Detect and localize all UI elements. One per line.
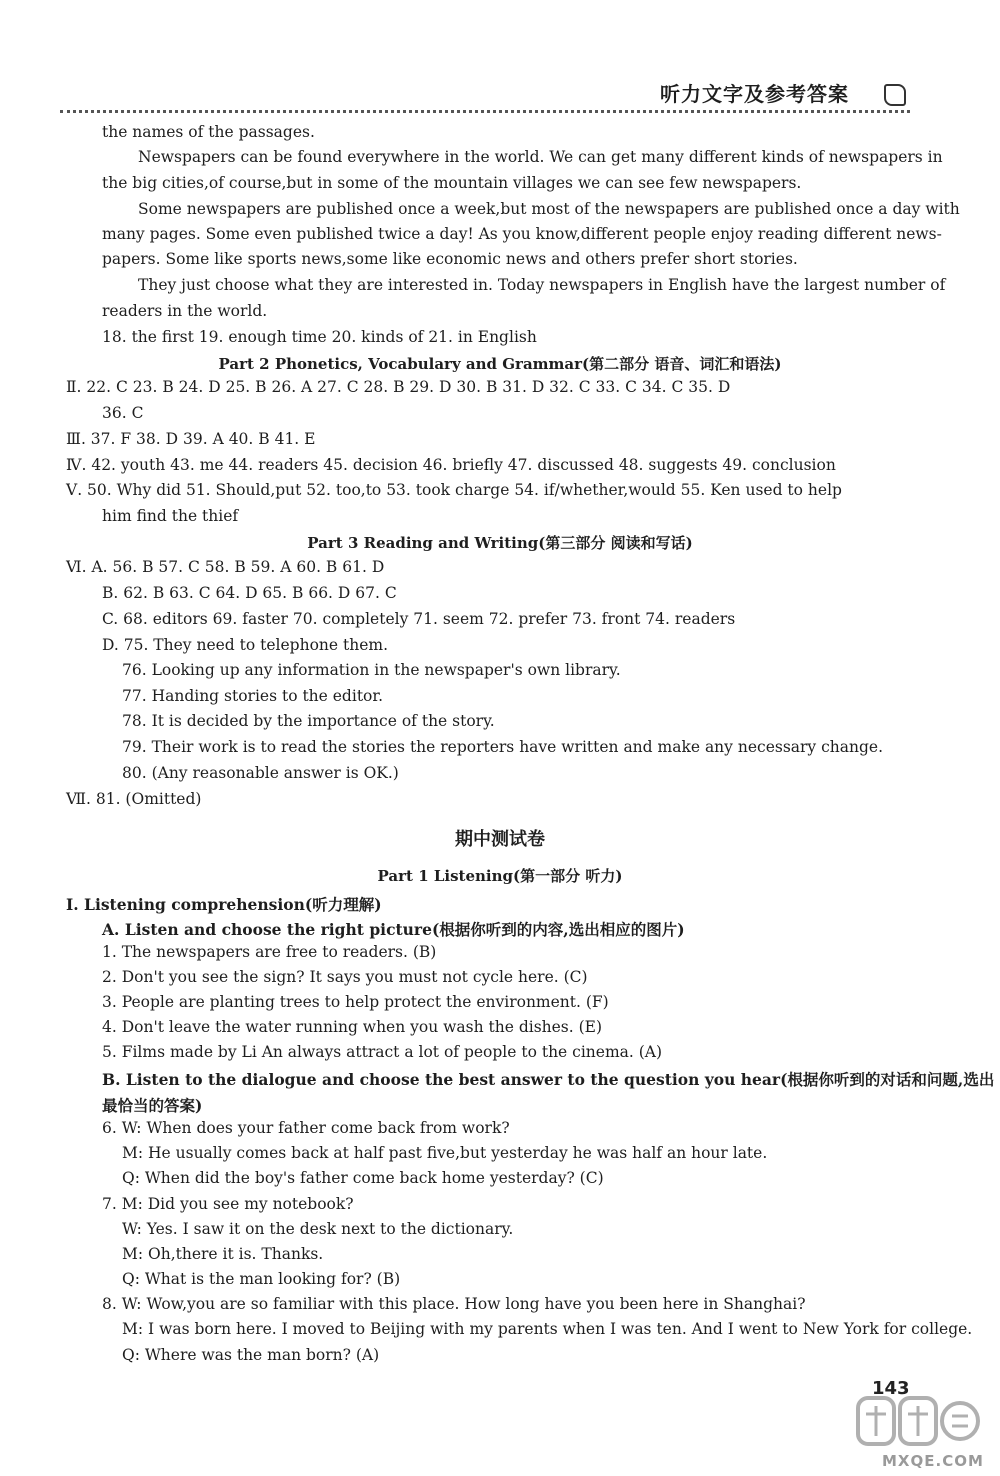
text-line: him find the thief xyxy=(102,507,239,525)
text-line: Ⅳ. 42. youth 43. me 44. readers 45. decision 46. briefly 47. discussed 48. suggests 49. conclusion xyxy=(66,456,836,474)
text-line: 2. Don't you see the sign? It says you must not cycle here. (C) xyxy=(102,968,588,986)
text-line: Ⅴ. 50. Why did 51. Should,put 52. too,to 53. took charge 54. if/whether,would 55. Ken used to help xyxy=(66,481,842,499)
text-line: readers in the world. xyxy=(102,302,268,320)
text-line: Q: What is the man looking for? (B) xyxy=(122,1270,401,1288)
text-line: 18. the first 19. enough time 20. kinds of 21. in English xyxy=(102,328,537,346)
header-divider xyxy=(60,110,910,113)
page-number: 143 xyxy=(872,1378,910,1399)
part-heading: Part 2 Phonetics, Vocabulary and Grammar(第二部分 语音、词汇和语法) xyxy=(218,355,782,373)
text-line: many pages. Some even published twice a day! As you know,different people enjoy reading different news- xyxy=(102,225,942,243)
text-line: M: I was born here. I moved to Beijing with my parents when I was ten. And I went to New York for college. xyxy=(122,1320,973,1338)
text-line: Ⅲ. 37. F 38. D 39. A 40. B 41. E xyxy=(66,430,316,448)
text-line: 最恰当的答案) xyxy=(102,1096,203,1115)
text-line: M: He usually comes back at half past five,but yesterday he was half an hour late. xyxy=(122,1144,768,1162)
watermark-logo xyxy=(856,1392,980,1450)
text-line: 1. The newspapers are free to readers. (B) xyxy=(102,943,437,961)
text-line: 3. People are planting trees to help protect the environment. (F) xyxy=(102,993,609,1011)
text-line: Q: Where was the man born? (A) xyxy=(122,1346,380,1364)
text-line: 79. Their work is to read the stories the reporters have written and make any necessary change. xyxy=(122,738,884,756)
text-line: D. 75. They need to telephone them. xyxy=(102,636,389,654)
text-line: Q: When did the boy's father come back home yesterday? (C) xyxy=(122,1169,604,1187)
text-line: C. 68. editors 69. faster 70. completely 71. seem 72. prefer 73. front 74. readers xyxy=(102,610,736,628)
text-line: 36. C xyxy=(102,404,144,422)
part-heading: Part 3 Reading and Writing(第三部分 阅读和写话) xyxy=(307,534,693,552)
text-line: B. Listen to the dialogue and choose the best answer to the question you hear(根据你听到的对话和问题,选出 xyxy=(102,1070,995,1089)
watermark-text: MXQE.COM xyxy=(882,1452,984,1470)
text-line: 80. (Any reasonable answer is OK.) xyxy=(122,764,399,782)
text-line: 76. Looking up any information in the newspaper's own library. xyxy=(122,661,621,679)
text-line: 8. W: Wow,you are so familiar with this place. How long have you been here in Shanghai? xyxy=(102,1295,806,1313)
text-line: the big cities,of course,but in some of the mountain villages we can see few newspapers. xyxy=(102,174,802,192)
text-line: Ⅱ. 22. C 23. B 24. D 25. B 26. A 27. C 28. B 29. D 30. B 31. D 32. C 33. C 34. C 35. D xyxy=(66,378,731,396)
text-line: A. Listen and choose the right picture(根据你听到的内容,选出相应的图片) xyxy=(102,920,685,939)
text-line: 77. Handing stories to the editor. xyxy=(122,687,384,705)
text-line: 4. Don't leave the water running when you wash the dishes. (E) xyxy=(102,1018,603,1036)
text-line: the names of the passages. xyxy=(102,123,315,141)
text-line: M: Oh,there it is. Thanks. xyxy=(122,1245,324,1263)
text-line: They just choose what they are interested in. Today newspapers in English have the largest number of xyxy=(138,276,946,294)
text-line: Ⅶ. 81. (Omitted) xyxy=(66,790,202,808)
text-line: 5. Films made by Li An always attract a lot of people to the cinema. (A) xyxy=(102,1043,663,1061)
section-title: 期中测试卷 xyxy=(455,829,545,850)
text-line: W: Yes. I saw it on the desk next to the dictionary. xyxy=(122,1220,514,1238)
text-line: Some newspapers are published once a week,but most of the newspapers are published once a day with xyxy=(138,200,960,218)
text-line: papers. Some like sports news,some like economic news and others prefer short stories. xyxy=(102,250,798,268)
part-heading: Part 1 Listening(第一部分 听力) xyxy=(377,867,623,885)
text-line: Ⅵ. A. 56. B 57. C 58. B 59. A 60. B 61. D xyxy=(66,558,385,576)
text-line: 78. It is decided by the importance of the story. xyxy=(122,712,495,730)
text-line: 6. W: When does your father come back from work? xyxy=(102,1119,510,1137)
page-header-title: 听力文字及参考答案 xyxy=(660,82,849,106)
text-line: Newspapers can be found everywhere in the world. We can get many different kinds of newspapers in xyxy=(138,148,943,166)
text-line: 7. M: Did you see my notebook? xyxy=(102,1195,354,1213)
text-line: Ⅰ. Listening comprehension(听力理解) xyxy=(66,895,382,914)
text-line: B. 62. B 63. C 64. D 65. B 66. D 67. C xyxy=(102,584,397,602)
page-corner-icon xyxy=(884,84,906,106)
